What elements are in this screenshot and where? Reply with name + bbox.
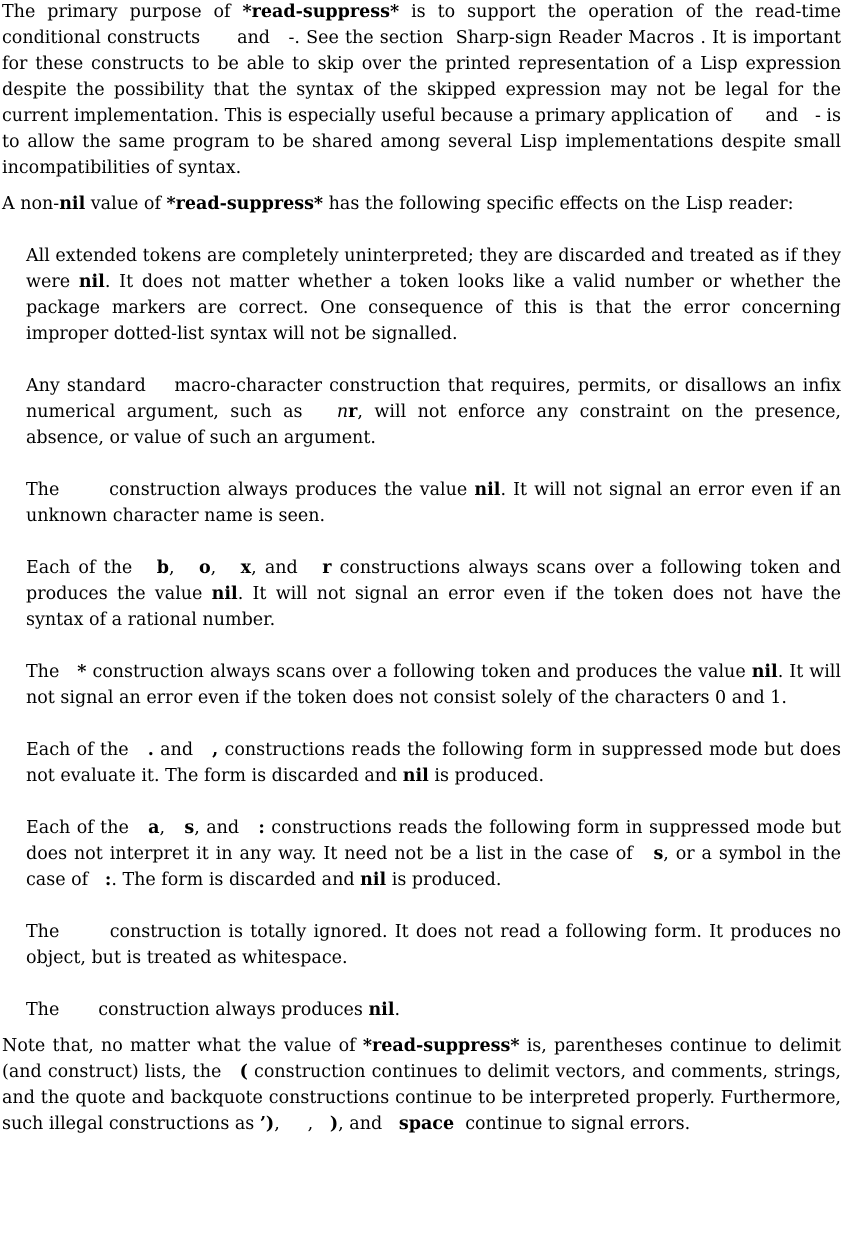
text-run: , or a symbol in the case of [26, 844, 841, 890]
nil-keyword: nil [211, 584, 238, 604]
text-run: . It will not signal an error even if an unknown character name is seen. [26, 480, 842, 526]
effect-item-bit-vector [26, 659, 841, 711]
macro-char: , [212, 740, 219, 760]
nil-keyword: nil [360, 870, 387, 890]
text-run: , [210, 558, 241, 578]
text-run: Each of the [26, 740, 148, 760]
macro-char: ( [239, 1062, 248, 1082]
text-run: , and [194, 818, 259, 838]
macro-char: r [348, 402, 358, 422]
text-run: , [159, 818, 185, 838]
text-run: continue to signal errors. [454, 1114, 691, 1134]
nil-keyword: nil [59, 194, 86, 214]
text-run: is to support the operation of the read-time conditional constructs and -. See the section Sharp-sign Reader Macros . It is important for these constructs to be able to skip over the printed representation of a Lisp expression despite the possibility that the syntax of the skipped expression may not be legal for the current implementation. This is especially useful because a primary application of and - is to allow the same program to be shared among several Lisp implementations despite small incompatibilities of syntax. [2, 2, 842, 178]
macro-char: : [104, 870, 112, 890]
text-run: is produced. [386, 870, 502, 890]
text-run: The construction always produces the value [26, 480, 475, 500]
text-run: has the following specific effects on the Lisp reader: [323, 194, 794, 214]
effect-item-radix [26, 555, 841, 633]
text-run: . It will not signal an error even if the token does not consist solely of the characters 0 and 1. [26, 662, 841, 708]
effect-item-infix-argument [26, 373, 841, 451]
macro-char: b [156, 558, 169, 578]
effects-list [2, 243, 841, 1023]
text-run: , [168, 558, 199, 578]
text-run: , and [251, 558, 323, 578]
macro-char: r [322, 558, 332, 578]
text-run: Each of the [26, 558, 157, 578]
macro-char: a [148, 818, 160, 838]
text-run: . [394, 1000, 401, 1020]
text-run: The construction always produces [26, 1000, 369, 1020]
macro-char: . [147, 740, 154, 760]
nil-keyword: nil [78, 272, 105, 292]
variable-name: *read-suppress* [242, 2, 400, 22]
text-run: is produced. [428, 766, 545, 786]
nil-keyword: nil [402, 766, 429, 786]
macro-char: s [184, 818, 195, 838]
text-run: constructions reads the following form in suppressed mode but does not interpret it in any way. It need not be a list in the case of [26, 818, 841, 864]
text-run: , and [338, 1114, 399, 1134]
variable-name: *read-suppress* [362, 1036, 520, 1056]
text-run: A non- [2, 194, 60, 214]
effect-item-read-eval [26, 737, 841, 789]
effect-item-array-structure-symbol [26, 815, 841, 893]
text-run: constructions always scans over a following token and produces the value [26, 558, 841, 604]
macro-char: * [77, 662, 87, 682]
text-run: All extended tokens are completely uninterpreted; they are discarded and treated as if they were [26, 246, 841, 292]
macro-char: o [198, 558, 211, 578]
illegal-construction: ) [329, 1114, 339, 1134]
macro-char: s [653, 844, 664, 864]
text-run: The construction is totally ignored. It does not read a following form. It produces no object, but is treated as whitespace. [26, 922, 841, 968]
nil-keyword: nil [474, 480, 501, 500]
intro-paragraph [2, 0, 841, 181]
effect-item-extended-tokens [26, 243, 841, 347]
text-run: . It does not matter whether a token looks like a valid number or whether the package markers are correct. One consequence of this is that the error concerning improper dotted-list syntax will not be signalled. [26, 272, 841, 344]
variable-name: *read-suppress* [166, 194, 324, 214]
text-run: . The form is discarded and [111, 870, 361, 890]
text-run: Any standard macro-character construction that requires, permits, or disallows an infix numerical argument, such as [26, 376, 841, 422]
macro-char: : [258, 818, 265, 838]
nil-keyword: nil [368, 1000, 395, 1020]
text-run: construction always scans over a following token and produces the value [86, 662, 752, 682]
effect-item-produces-nil [26, 997, 841, 1023]
text-run: value of [85, 194, 167, 214]
text-run: constructions reads the following form in suppressed mode but does not evaluate it. The form is discarded and [26, 740, 841, 786]
illegal-construction: ’) [259, 1114, 275, 1134]
text-run: , will not enforce any constraint on the presence, absence, or value of such an argument. [26, 402, 841, 448]
text-run: is, parentheses continue to delimit (and construct) lists, the [2, 1036, 841, 1082]
macro-char: x [240, 558, 252, 578]
effects-lead-paragraph [2, 191, 841, 217]
text-run: and [153, 740, 213, 760]
text-run: Note that, no matter what the value of [2, 1036, 363, 1056]
text-run: , , [274, 1114, 330, 1134]
nil-keyword: nil [751, 662, 778, 682]
text-run: construction continues to delimit vectors, and comments, strings, and the quote and backquote constructions continue to be interpreted properly. Furthermore, such illegal constructions as [2, 1062, 841, 1134]
text-run: . It will not signal an error even if the token does not have the syntax of a rational number. [26, 584, 841, 630]
text-run: The primary purpose of [2, 2, 243, 22]
note-paragraph [2, 1033, 841, 1137]
text-run: Each of the [26, 818, 149, 838]
effect-item-character-name [26, 477, 841, 529]
infix-argument-var: n [336, 402, 349, 422]
illegal-construction: space [398, 1114, 455, 1134]
text-run: The [26, 662, 78, 682]
effect-item-ignored-construction [26, 919, 841, 971]
